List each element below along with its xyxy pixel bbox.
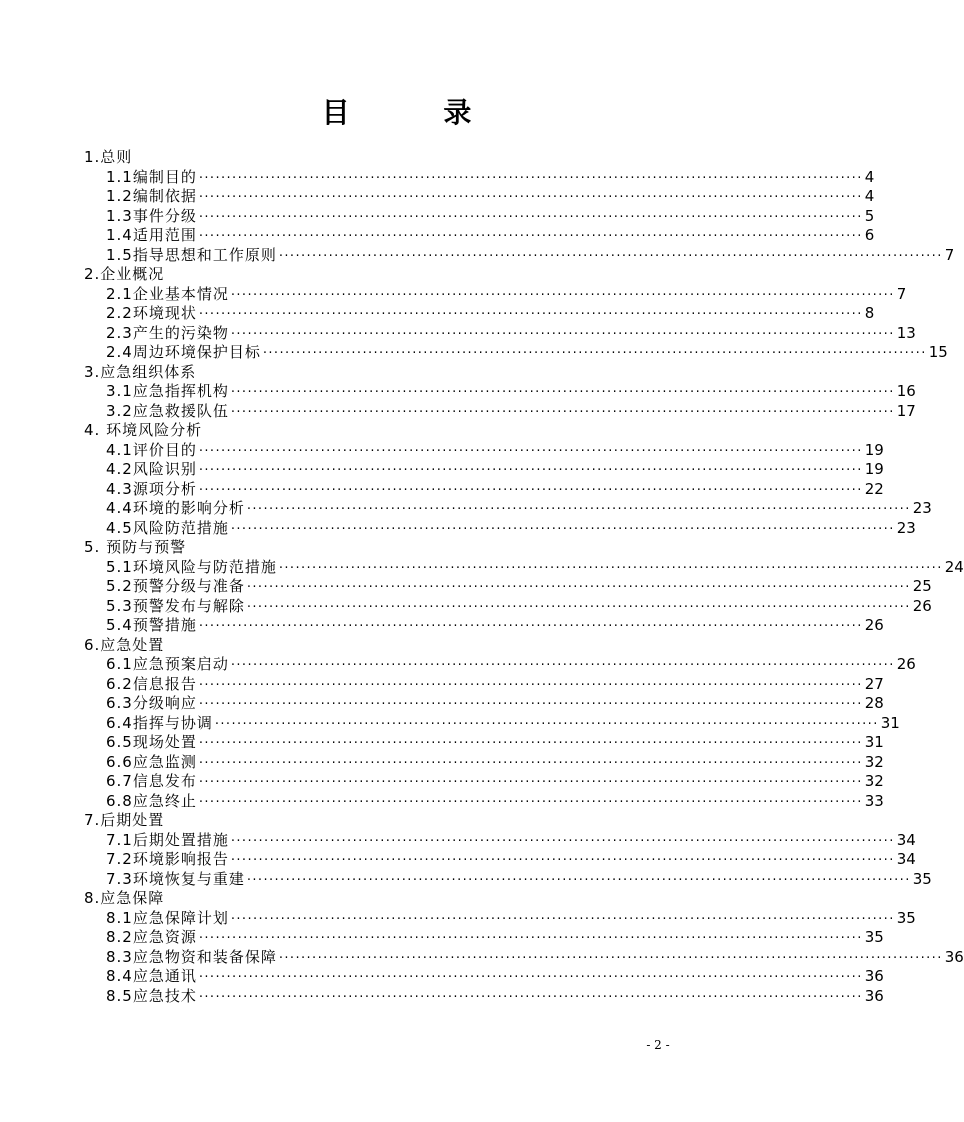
toc-entry[interactable] xyxy=(84,986,884,1007)
toc-leader-dots: ························································································································ xyxy=(198,307,863,322)
toc-entry-label: 2.4周边环境保护目标 xyxy=(106,343,261,361)
toc-entry[interactable] xyxy=(84,752,884,773)
toc-entry[interactable] xyxy=(84,245,955,266)
toc-entry-page: 6 xyxy=(864,226,875,244)
toc-entry-label: 4.1评价目的 xyxy=(106,440,197,459)
toc-leader-dots: ························································································································ xyxy=(246,580,911,595)
toc-entry-label: 2.3产生的污染物 xyxy=(106,323,229,342)
toc-leader-dots: ························································································································ xyxy=(230,521,895,537)
toc-entry-label: 7.3环境恢复与重建 xyxy=(106,869,245,888)
toc-leader-dots: ························································································································ xyxy=(230,911,895,927)
toc-entry-page: 31 xyxy=(880,713,900,732)
toc-entry-label: 4.5风险防范措施 xyxy=(106,518,229,537)
toc-entry-page: 32 xyxy=(864,772,884,790)
page-title: 目 录 xyxy=(321,96,514,129)
toc-entry[interactable] xyxy=(84,226,875,246)
toc-entry[interactable] xyxy=(84,343,948,363)
toc-entry-page: 25 xyxy=(912,577,932,595)
toc-entry[interactable] xyxy=(84,674,884,695)
toc-entry-page: 28 xyxy=(864,694,884,712)
toc-entry[interactable] xyxy=(84,499,932,519)
toc-entry[interactable] xyxy=(84,908,916,929)
toc-entry-page: 15 xyxy=(928,343,948,361)
toc-leader-dots: ························································································································ xyxy=(230,853,895,868)
toc-leader-dots: ························································································································ xyxy=(198,775,863,790)
toc-leader-dots: ························································································································ xyxy=(198,755,863,771)
toc-entry-label: 1.5指导思想和工作原则 xyxy=(106,245,277,264)
toc-entry-label: 6.4指挥与协调 xyxy=(106,713,213,732)
toc-entry-page: 35 xyxy=(896,908,916,927)
toc-entry-label: 1.3事件分级 xyxy=(106,206,197,225)
toc-leader-dots: ························································································································ xyxy=(198,970,863,985)
toc-entry-label: 6.2信息报告 xyxy=(106,674,197,693)
toc-entry-page: 4 xyxy=(864,187,875,205)
toc-entry-page: 36 xyxy=(864,986,884,1005)
toc-entry[interactable] xyxy=(84,655,916,675)
toc-entry-page: 7 xyxy=(944,245,955,264)
toc-entry-label: 6.1应急预案启动 xyxy=(106,655,229,673)
toc-entry[interactable] xyxy=(84,460,884,480)
page-number: - 2 - xyxy=(646,1038,670,1052)
toc-entry-label: 8.1应急保障计划 xyxy=(106,908,229,927)
toc-leader-dots: ························································································································ xyxy=(198,677,863,693)
toc-leader-dots: ························································································································ xyxy=(278,950,943,966)
toc-entry[interactable] xyxy=(84,304,875,324)
toc-leader-dots: ························································································································ xyxy=(198,209,863,225)
toc-leader-dots: ························································································································ xyxy=(198,931,863,946)
toc-entry-label: 6.5现场处置 xyxy=(106,733,197,751)
toc-entry[interactable] xyxy=(84,850,916,870)
toc-section-heading[interactable]: 8.应急保障 xyxy=(84,889,165,907)
toc-leader-dots: ························································································································ xyxy=(198,989,863,1005)
toc-leader-dots: ························································································································ xyxy=(230,287,895,303)
toc-entry[interactable] xyxy=(84,733,884,753)
toc-entry[interactable] xyxy=(84,167,875,188)
toc-entry-page: 31 xyxy=(864,733,884,751)
toc-leader-dots: ························································································································ xyxy=(230,833,895,849)
toc-entry-label: 2.1企业基本情况 xyxy=(106,284,229,303)
toc-entry-label: 6.7信息发布 xyxy=(106,772,197,790)
toc-entry[interactable] xyxy=(84,967,884,987)
toc-section-heading[interactable]: 3.应急组织体系 xyxy=(84,362,197,381)
toc-leader-dots: ························································································································ xyxy=(198,619,863,634)
toc-entry-label: 4.4环境的影响分析 xyxy=(106,499,245,517)
toc-entry-label: 7.1后期处置措施 xyxy=(106,830,229,849)
toc-entry-label: 6.6应急监测 xyxy=(106,752,197,771)
toc-entry-page: 36 xyxy=(944,947,964,966)
toc-entry[interactable] xyxy=(84,928,884,948)
toc-entry-label: 5.3预警发布与解除 xyxy=(106,596,245,615)
toc-entry[interactable] xyxy=(84,187,875,207)
toc-entry-page: 19 xyxy=(864,460,884,478)
toc-leader-dots: ························································································································ xyxy=(278,560,943,576)
toc-entry[interactable] xyxy=(84,577,932,597)
toc-leader-dots: ························································································································ xyxy=(246,599,911,615)
toc-entry-page: 27 xyxy=(864,674,884,693)
toc-entry-label: 8.5应急技术 xyxy=(106,986,197,1005)
toc-entry-page: 7 xyxy=(896,284,907,303)
toc-entry[interactable] xyxy=(84,479,884,500)
toc-entry-page: 23 xyxy=(912,499,932,517)
toc-entry[interactable] xyxy=(84,440,884,461)
table-of-contents xyxy=(84,148,964,1006)
toc-leader-dots: ························································································································ xyxy=(230,326,895,342)
toc-entry-label: 6.3分级响应 xyxy=(106,694,197,712)
toc-entry-page: 26 xyxy=(896,655,916,673)
toc-section-heading[interactable]: 2.企业概况 xyxy=(84,265,165,283)
toc-entry-label: 8.2应急资源 xyxy=(106,928,197,946)
toc-entry-page: 35 xyxy=(912,869,932,888)
toc-entry-page: 13 xyxy=(896,323,916,342)
toc-leader-dots: ························································································································ xyxy=(230,404,895,420)
toc-entry-label: 5.1环境风险与防范措施 xyxy=(106,557,277,576)
toc-entry[interactable] xyxy=(84,323,916,344)
toc-entry-page: 22 xyxy=(864,479,884,498)
toc-entry-label: 2.2环境现状 xyxy=(106,304,197,322)
toc-entry[interactable] xyxy=(84,694,884,714)
toc-entry-page: 26 xyxy=(912,596,932,615)
toc-entry[interactable] xyxy=(84,284,907,305)
toc-entry-page: 35 xyxy=(864,928,884,946)
toc-leader-dots: ························································································································ xyxy=(246,872,911,888)
toc-entry[interactable] xyxy=(84,518,916,539)
toc-entry-page: 5 xyxy=(864,206,875,225)
toc-entry-label: 1.2编制依据 xyxy=(106,187,197,205)
toc-section-heading[interactable]: 6.应急处置 xyxy=(84,635,165,654)
toc-entry-page: 4 xyxy=(864,167,875,186)
toc-entry-label: 5.4预警措施 xyxy=(106,616,197,634)
toc-entry[interactable] xyxy=(84,557,964,578)
toc-entry[interactable] xyxy=(84,772,884,792)
toc-entry[interactable] xyxy=(84,869,932,890)
toc-entry-page: 19 xyxy=(864,440,884,459)
toc-entry-label: 6.8应急终止 xyxy=(106,791,197,810)
toc-section-heading[interactable]: 4. 环境风险分析 xyxy=(84,421,203,439)
toc-entry-label: 4.2风险识别 xyxy=(106,460,197,478)
toc-section-heading[interactable]: 1.总则 xyxy=(84,148,133,166)
toc-leader-dots: ························································································································ xyxy=(198,482,863,498)
toc-leader-dots: ························································································································ xyxy=(198,697,863,712)
toc-leader-dots: ························································································································ xyxy=(198,463,863,478)
toc-leader-dots: ························································································································ xyxy=(230,658,895,673)
toc-entry-page: 33 xyxy=(864,791,884,810)
toc-entry-label: 8.4应急通讯 xyxy=(106,967,197,985)
toc-entry[interactable] xyxy=(84,206,875,227)
toc-section-heading[interactable]: 7.后期处置 xyxy=(84,811,165,829)
toc-entry-label: 8.3应急物资和装备保障 xyxy=(106,947,277,966)
toc-entry-page: 34 xyxy=(896,830,916,849)
toc-entry-label: 1.1编制目的 xyxy=(106,167,197,186)
toc-entry-label: 3.2应急救援队伍 xyxy=(106,401,229,420)
toc-leader-dots: ························································································································ xyxy=(198,736,863,751)
toc-leader-dots: ························································································································ xyxy=(246,502,911,517)
toc-entry-label: 3.1应急指挥机构 xyxy=(106,382,229,400)
toc-leader-dots: ························································································································ xyxy=(262,346,927,361)
toc-entry-label: 4.3源项分析 xyxy=(106,479,197,498)
toc-section-heading[interactable]: 5. 预防与预警 xyxy=(84,538,187,556)
toc-entry[interactable] xyxy=(84,382,916,402)
toc-entry[interactable] xyxy=(84,791,884,812)
toc-leader-dots: ························································································································ xyxy=(198,190,863,205)
toc-entry-page: 17 xyxy=(896,401,916,420)
toc-entry-page: 26 xyxy=(864,616,884,634)
toc-entry[interactable] xyxy=(84,616,884,636)
toc-leader-dots: ························································································································ xyxy=(214,716,879,732)
toc-entry[interactable] xyxy=(84,830,916,851)
toc-entry-page: 23 xyxy=(896,518,916,537)
toc-entry-page: 32 xyxy=(864,752,884,771)
toc-leader-dots: ························································································································ xyxy=(198,229,863,244)
toc-entry-label: 7.2环境影响报告 xyxy=(106,850,229,868)
toc-leader-dots: ························································································································ xyxy=(198,794,863,810)
toc-entry-page: 16 xyxy=(896,382,916,400)
toc-entry[interactable] xyxy=(84,596,932,617)
toc-entry-page: 24 xyxy=(944,557,964,576)
toc-entry-page: 34 xyxy=(896,850,916,868)
toc-entry[interactable] xyxy=(84,401,916,422)
toc-leader-dots: ························································································································ xyxy=(278,248,943,264)
toc-entry[interactable] xyxy=(84,947,964,968)
toc-entry-page: 8 xyxy=(864,304,875,322)
toc-entry-page: 36 xyxy=(864,967,884,985)
toc-entry-label: 1.4适用范围 xyxy=(106,226,197,244)
toc-entry-label: 5.2预警分级与准备 xyxy=(106,577,245,595)
toc-leader-dots: ························································································································ xyxy=(198,443,863,459)
toc-entry[interactable] xyxy=(84,713,900,734)
toc-leader-dots: ························································································································ xyxy=(198,170,863,186)
toc-leader-dots: ························································································································ xyxy=(230,385,895,400)
